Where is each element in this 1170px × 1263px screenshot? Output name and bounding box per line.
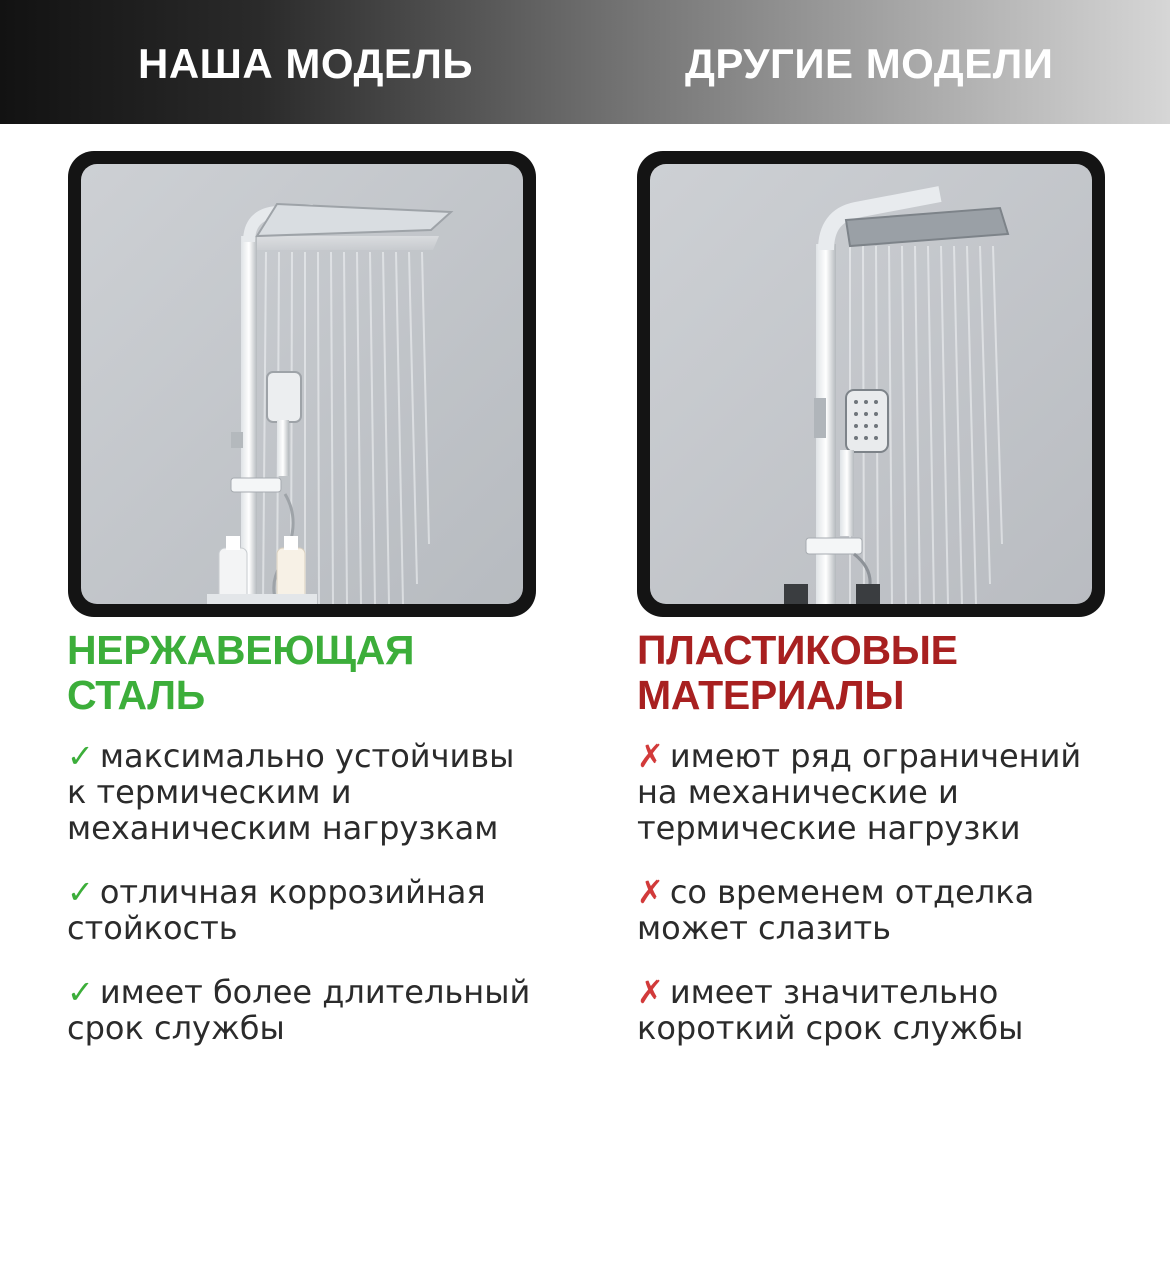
slide-bar-holder	[231, 478, 281, 492]
check-icon: ✓	[67, 737, 94, 775]
check-icon: ✓	[67, 973, 94, 1011]
item-text-line: термические нагрузки	[637, 809, 1021, 847]
item-text-line: короткий срок службы	[637, 1009, 1024, 1047]
slide-bar-holder	[806, 538, 862, 554]
item-text-line: отличная коррозийная	[99, 873, 486, 911]
item-text-line: к термическим и	[67, 773, 352, 811]
material-heading	[67, 628, 567, 718]
shower-system-photo	[81, 164, 523, 604]
other-models-column	[637, 628, 1137, 1074]
list-item	[67, 874, 567, 946]
bottle-cap	[226, 536, 240, 550]
our-model-column	[67, 628, 567, 1074]
other-models-title: ДРУГИЕ МОДЕЛИ	[685, 40, 1054, 87]
mixer-valve	[784, 584, 808, 604]
item-text-line: может слазить	[637, 909, 892, 947]
item-text-line: максимально устойчивы	[99, 737, 515, 775]
item-text-line: стойкость	[67, 909, 238, 947]
list-item	[67, 738, 567, 846]
cross-icon: ✗	[637, 973, 664, 1011]
list-item	[637, 874, 1137, 946]
heading-line: СТАЛЬ	[67, 672, 205, 718]
cross-icon: ✗	[637, 873, 664, 911]
hand-shower-handle	[840, 450, 854, 536]
item-text-line: имеют ряд ограничений	[669, 737, 1082, 775]
item-text-line: имеет более длительный	[99, 973, 531, 1011]
advantages-list	[67, 738, 567, 1046]
heading-line: МАТЕРИАЛЫ	[637, 672, 905, 718]
water-spray	[251, 236, 439, 250]
diverter-knob	[231, 432, 243, 448]
list-item	[67, 974, 567, 1046]
list-item	[637, 974, 1137, 1046]
hand-shower-handle	[277, 420, 289, 476]
item-text-line: механическим нагрузкам	[67, 809, 499, 847]
other-models-photo-frame	[637, 151, 1105, 617]
heading-line: НЕРЖАВЕЮЩАЯ	[67, 627, 415, 673]
our-model-title: НАША МОДЕЛЬ	[138, 40, 474, 87]
our-model-photo-frame	[68, 151, 536, 617]
material-heading	[637, 628, 1137, 718]
hand-shower-head	[846, 390, 888, 452]
diverter-knob	[814, 398, 826, 438]
list-item	[637, 738, 1137, 846]
item-text-line: имеет значительно	[669, 973, 999, 1011]
item-text-line: срок службы	[67, 1009, 285, 1047]
heading-line: ПЛАСТИКОВЫЕ	[637, 627, 958, 673]
item-text-line: со временем отделка	[669, 873, 1035, 911]
shelf	[207, 594, 317, 604]
disadvantages-list	[637, 738, 1137, 1046]
cross-icon: ✗	[637, 737, 664, 775]
mixer-valve	[856, 584, 880, 604]
bottle-cap	[284, 536, 298, 550]
header-bar	[0, 0, 1170, 124]
hand-shower-head	[267, 372, 301, 422]
shower-system-photo	[650, 164, 1092, 604]
item-text-line: на механические и	[637, 773, 959, 811]
check-icon: ✓	[67, 873, 94, 911]
